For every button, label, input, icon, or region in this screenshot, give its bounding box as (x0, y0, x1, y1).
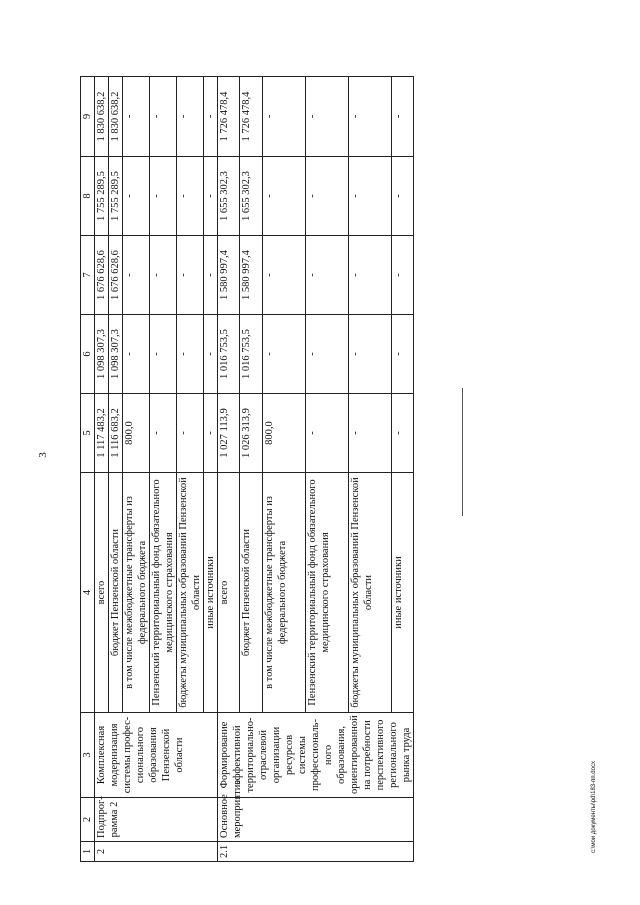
amount-cell: - (204, 77, 218, 157)
amount-cell: 1 676 628,6 (109, 236, 123, 315)
program-title-cell: Комплексная модернизация системы профес-сионального образования Пензенской области (95, 713, 218, 798)
header-cell: 1 (81, 842, 95, 862)
funding-source-cell: Пензенский территориальный фонд обязательного медицинского страхования (150, 473, 177, 713)
table-row (218, 77, 240, 862)
amount-cell: - (305, 236, 348, 315)
header-cell: 8 (81, 157, 95, 236)
funding-source-cell: бюджеты муниципальных образований Пензенской области (177, 473, 204, 713)
amount-cell: 1 016 753,5 (240, 315, 262, 394)
amount-cell: 1 655 302,3 (240, 157, 262, 236)
amount-cell: - (204, 394, 218, 473)
amount-cell: - (177, 236, 204, 315)
amount-cell: - (150, 394, 177, 473)
amount-cell: - (391, 394, 413, 473)
table-body (81, 77, 414, 862)
amount-cell: - (177, 315, 204, 394)
amount-cell: - (262, 315, 305, 394)
amount-cell: - (305, 77, 348, 157)
amount-cell: - (391, 77, 413, 157)
amount-cell: - (305, 157, 348, 236)
program-title-cell: Формирование эффективной территориально-отраслевой организации ресурсов системы профессиональ-ного образования, ориентированной на потребности перспективного регионального рынка труда (218, 713, 414, 798)
amount-cell: 1 098 307,3 (95, 315, 109, 394)
amount-cell: 1 655 302,3 (218, 157, 240, 236)
amount-cell: - (262, 77, 305, 157)
amount-cell: - (348, 315, 391, 394)
amount-cell: - (348, 157, 391, 236)
amount-cell: 1 026 313,9 (240, 394, 262, 473)
amount-cell: - (204, 236, 218, 315)
amount-cell: - (150, 236, 177, 315)
amount-cell: 1 580 997,4 (218, 236, 240, 315)
amount-cell: 1 726 478,4 (240, 77, 262, 157)
amount-cell: - (391, 315, 413, 394)
amount-cell: 1 726 478,4 (218, 77, 240, 157)
amount-cell: - (123, 236, 150, 315)
amount-cell: - (391, 236, 413, 315)
amount-cell: - (262, 157, 305, 236)
header-cell: 6 (81, 315, 95, 394)
funding-source-cell: всего (95, 473, 109, 713)
budget-table (80, 76, 414, 862)
header-row (81, 77, 95, 862)
amount-cell: 1 580 997,4 (240, 236, 262, 315)
amount-cell: - (348, 394, 391, 473)
amount-cell: 1 117 483,2 (95, 394, 109, 473)
page-number: 3 (37, 452, 49, 458)
amount-cell: 1 116 683,2 (109, 394, 123, 473)
table-row (95, 77, 109, 862)
amount-cell: - (177, 394, 204, 473)
amount-cell: 1 016 753,5 (218, 315, 240, 394)
amount-cell: - (123, 157, 150, 236)
amount-cell: 1 830 638,2 (109, 77, 123, 157)
amount-cell: - (391, 157, 413, 236)
amount-cell: - (204, 157, 218, 236)
amount-cell: - (150, 77, 177, 157)
header-cell: 9 (81, 77, 95, 157)
funding-source-cell: в том числе межбюджетные трансферты из федерального бюджета (262, 473, 305, 713)
amount-cell: - (150, 157, 177, 236)
header-cell: 3 (81, 713, 95, 798)
header-cell: 4 (81, 473, 95, 713)
program-type-cell: Подпрог-рамма 2 (95, 798, 218, 842)
amount-cell: - (123, 77, 150, 157)
amount-cell: 800,0 (123, 394, 150, 473)
amount-cell: - (204, 315, 218, 394)
header-cell: 2 (81, 798, 95, 842)
amount-cell: 1 755 289,5 (109, 157, 123, 236)
amount-cell: - (150, 315, 177, 394)
amount-cell: 1 098 307,3 (109, 315, 123, 394)
amount-cell: 800,0 (262, 394, 305, 473)
amount-cell: 1 676 628,6 (95, 236, 109, 315)
footer-file-path: c:\мои документы\pd\183-пп.docx (591, 761, 597, 853)
row-number-cell: 2.1 (218, 842, 414, 862)
funding-source-cell: в том числе межбюджетные трансферты из федерального бюджета (123, 473, 150, 713)
program-type-cell: Основное мероприятие (218, 798, 414, 842)
rotated-table-container (80, 77, 635, 862)
funding-source-cell: иные источники (391, 473, 413, 713)
row-number-cell: 2 (95, 842, 218, 862)
amount-cell: - (305, 394, 348, 473)
header-cell: 5 (81, 394, 95, 473)
amount-cell: 1 830 638,2 (95, 77, 109, 157)
amount-cell: - (348, 236, 391, 315)
amount-cell: - (262, 236, 305, 315)
amount-cell: 1 755 289,5 (95, 157, 109, 236)
funding-source-cell: иные источники (204, 473, 218, 713)
amount-cell: - (177, 77, 204, 157)
funding-source-cell: бюджет Пензенской области (109, 473, 123, 713)
funding-source-cell: всего (218, 473, 240, 713)
amount-cell: - (123, 315, 150, 394)
amount-cell: - (177, 157, 204, 236)
funding-source-cell: Пензенский территориальный фонд обязательного медицинского страхования (305, 473, 348, 713)
funding-source-cell: бюджеты муниципальных образований Пензенской области (348, 473, 391, 713)
funding-source-cell: бюджет Пензенской области (240, 473, 262, 713)
amount-cell: - (348, 77, 391, 157)
amount-cell: - (305, 315, 348, 394)
header-cell: 7 (81, 236, 95, 315)
amount-cell: 1 027 113,9 (218, 394, 240, 473)
